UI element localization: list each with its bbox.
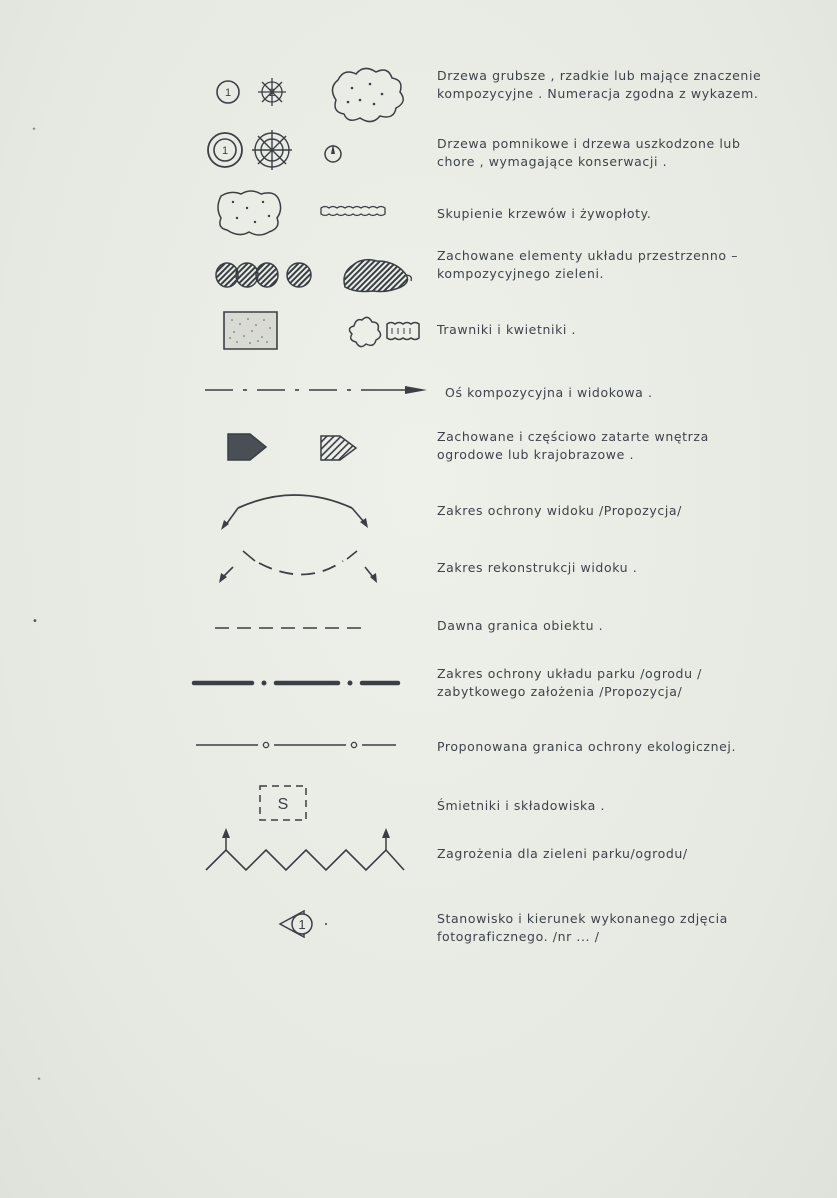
margin-mark: ᐩ	[37, 1076, 41, 1087]
svg-text:1: 1	[224, 87, 232, 99]
photo-station-symbol	[278, 905, 338, 943]
former-boundary-description: Dawna granica obiektu .	[437, 618, 604, 633]
notable-tree-symbols	[210, 60, 430, 115]
dumps-symbol	[258, 782, 310, 824]
svg-text:1: 1	[298, 917, 306, 932]
shrubs-hedges-symbols	[215, 188, 395, 238]
monument-tree-symbols	[200, 128, 360, 178]
svg-text:S: S	[277, 796, 289, 813]
view-protection-description: Zakres ochrony widoku /Propozycja/	[437, 503, 682, 518]
composition-axis-description: Oś kompozycyjna i widokowa .	[445, 385, 653, 400]
threats-description: Zagrożenia dla zieleni parku/ogrodu/	[437, 846, 688, 861]
margin-mark: •	[32, 616, 38, 627]
view-reconstruction-symbol	[215, 545, 385, 587]
park-protection-description: Zakres ochrony układu parku /ogrodu / zabytkowego założenia /Propozycja/	[437, 666, 702, 699]
ecological-boundary-symbol	[196, 738, 396, 752]
margin-mark: ᐩ	[32, 126, 36, 137]
view-protection-symbol	[220, 488, 375, 533]
ecological-boundary-description: Proponowana granica ochrony ekologicznej.	[437, 739, 737, 754]
threats-symbol	[204, 826, 409, 876]
preserved-elements-description: Zachowane elementy układu przestrzenno – kompozycyjnego zieleni.	[437, 248, 739, 281]
svg-text:2: 2	[268, 87, 276, 99]
notable-trees-description: Drzewa grubsze , rzadkie lub mające znaczenie kompozycyjne . Numeracja zgodna z wykazem.	[437, 68, 762, 101]
photo-station-description: Stanowisko i kierunek wykonanego zdjęcia fotograficznego. /nr ... /	[437, 911, 728, 944]
lawns-flowerbeds-symbols	[222, 310, 437, 352]
dumps-description: Śmietniki i składowiska .	[437, 798, 606, 813]
monument-trees-description: Drzewa pomnikowe i drzewa uszkodzone lub chore , wymagające konserwacji .	[437, 136, 741, 169]
lawns-flowerbeds-description: Trawniki i kwietniki .	[437, 322, 577, 337]
park-protection-symbol	[192, 676, 402, 690]
garden-interiors-symbols	[226, 430, 366, 465]
former-boundary-symbol	[215, 622, 365, 634]
view-reconstruction-description: Zakres rekonstrukcji widoku .	[437, 560, 638, 575]
shrubs-hedges-description: Skupienie krzewów i żywopłoty.	[437, 206, 652, 221]
garden-interiors-description: Zachowane i częściowo zatarte wnętrza ogrodowe lub krajobrazowe .	[437, 429, 709, 462]
svg-text:1: 1	[221, 145, 229, 157]
preserved-elements-symbols	[215, 255, 425, 295]
composition-axis-symbol	[205, 380, 435, 400]
